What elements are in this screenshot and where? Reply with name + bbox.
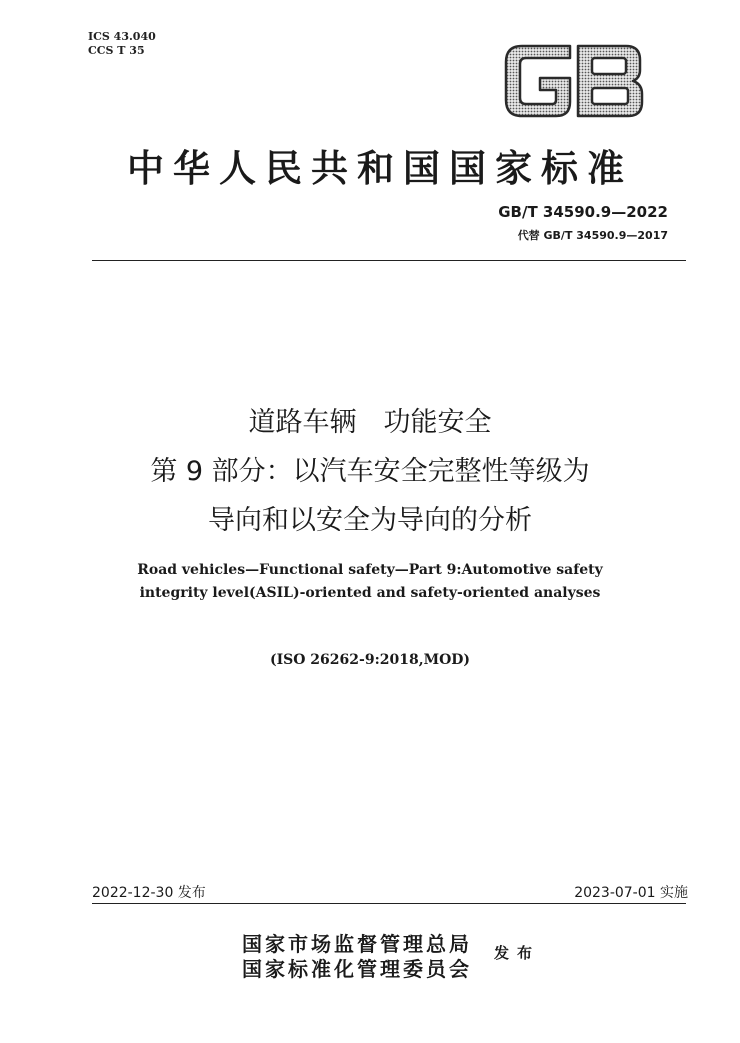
bottom-divider — [92, 903, 686, 904]
chinese-title-line-3: 导向和以安全为导向的分析 — [208, 505, 532, 536]
top-divider — [92, 260, 686, 261]
english-title-line-1: Road vehicles—Functional safety—Part 9:Automotive safety — [137, 562, 603, 578]
english-title-line-2: integrity level(ASIL)-oriented and safety-oriented analyses — [139, 585, 601, 601]
ics-code: ICS 43.040 — [88, 30, 156, 43]
chinese-title-line-2: 第 9 部分：以汽车安全完整性等级为 — [150, 456, 590, 487]
issuer-samr: 国家市场监督管理总局 — [242, 932, 472, 956]
national-standard-title: 中华人民共和国国家标准 — [127, 146, 633, 190]
effective-date: 2023-07-01 实施 — [574, 885, 688, 901]
iso-reference: (ISO 26262-9:2018,MOD) — [269, 652, 471, 668]
ccs-code: CCS T 35 — [88, 44, 145, 57]
gb-logo — [500, 38, 648, 122]
issue-date: 2022-12-30 发布 — [92, 885, 206, 901]
replaces-standard: 代替 GB/T 34590.9—2017 — [517, 229, 668, 242]
classification-codes — [88, 30, 156, 58]
chinese-title-line-1: 道路车辆 功能安全 — [248, 407, 492, 438]
issuer-sac: 国家标准化管理委员会 — [242, 957, 472, 981]
publish-label: 发布 — [494, 944, 541, 962]
standard-number: GB/T 34590.9—2022 — [498, 203, 668, 221]
